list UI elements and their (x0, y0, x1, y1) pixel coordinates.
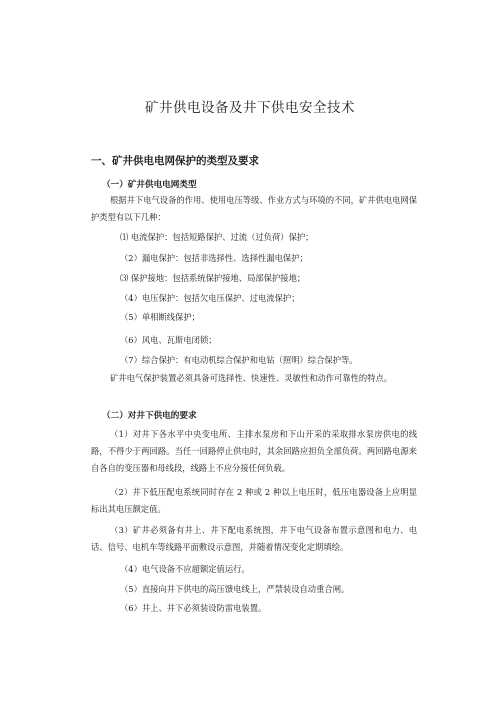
document-title: 矿井供电设备及井下供电安全技术 (145, 100, 355, 116)
subsection-heading-2: （二）对井下供电的要求 (102, 411, 197, 421)
subsection-heading-1: （一）矿井供电电网类型 (102, 180, 197, 190)
requirement-paragraph: （1）对井下各水平中央变电所、主排水泵房和下山开采的采取排水泵房供电的线路，不得少于两回路。当任一回路停止供电时，其余回路应担负全部负荷。两回路电源来自各自的变压器和母线段，线路上不应分接任何负载。 (91, 429, 417, 473)
section-heading: 一、矿井供电电网保护的类型及要求 (91, 155, 259, 167)
requirement-paragraph: （2）井下低压配电系统同时存在 2 种或 2 种以上电压时，低压电器设备上应明显标出其电压额定值。 (91, 487, 417, 514)
list-item: （6）风电、瓦斯电闭锁； (120, 335, 217, 345)
list-item: （7）综合保护：有电动机综合保护和电钻（照明）综合保护等。 (120, 355, 358, 365)
closing-paragraph: 矿井电气保护装置必须具备可选择性、快速性、灵敏性和动作可靠性的特点。 (110, 373, 393, 383)
list-item: （5）单相断线保护； (120, 312, 200, 322)
intro-paragraph: 根据井下电气设备的作用、使用电压等级、作业方式与环境的不同，矿井供电电网保护类型有以下几种： (91, 195, 417, 222)
list-item: （5）直接向井下供电的高压馈电线上，严禁装设自动重合闸。 (120, 584, 350, 594)
list-item: ⑴ 电流保护：包括短路保护、过流（过负荷）保护； (120, 232, 314, 242)
list-item: （6）井上、井下必须装设防雷电装置。 (120, 603, 267, 613)
list-item: （4）电压保护：包括欠电压保护、过电流保护； (120, 293, 300, 303)
list-item: ⑶ 保护接地：包括系统保护接地、局部保护接地； (120, 273, 306, 283)
list-item: （2）漏电保护：包括非选择性、选择性漏电保护； (120, 253, 308, 263)
requirement-paragraph: （3）矿井必须备有井上、井下配电系统图，井下电气设备布置示意图和电力、电话、信号、电机车等线路平面敷设示意图，并随着情况变化定期填绘。 (91, 525, 417, 552)
list-item: （4）电气设备不应超额定值运行。 (120, 564, 250, 574)
